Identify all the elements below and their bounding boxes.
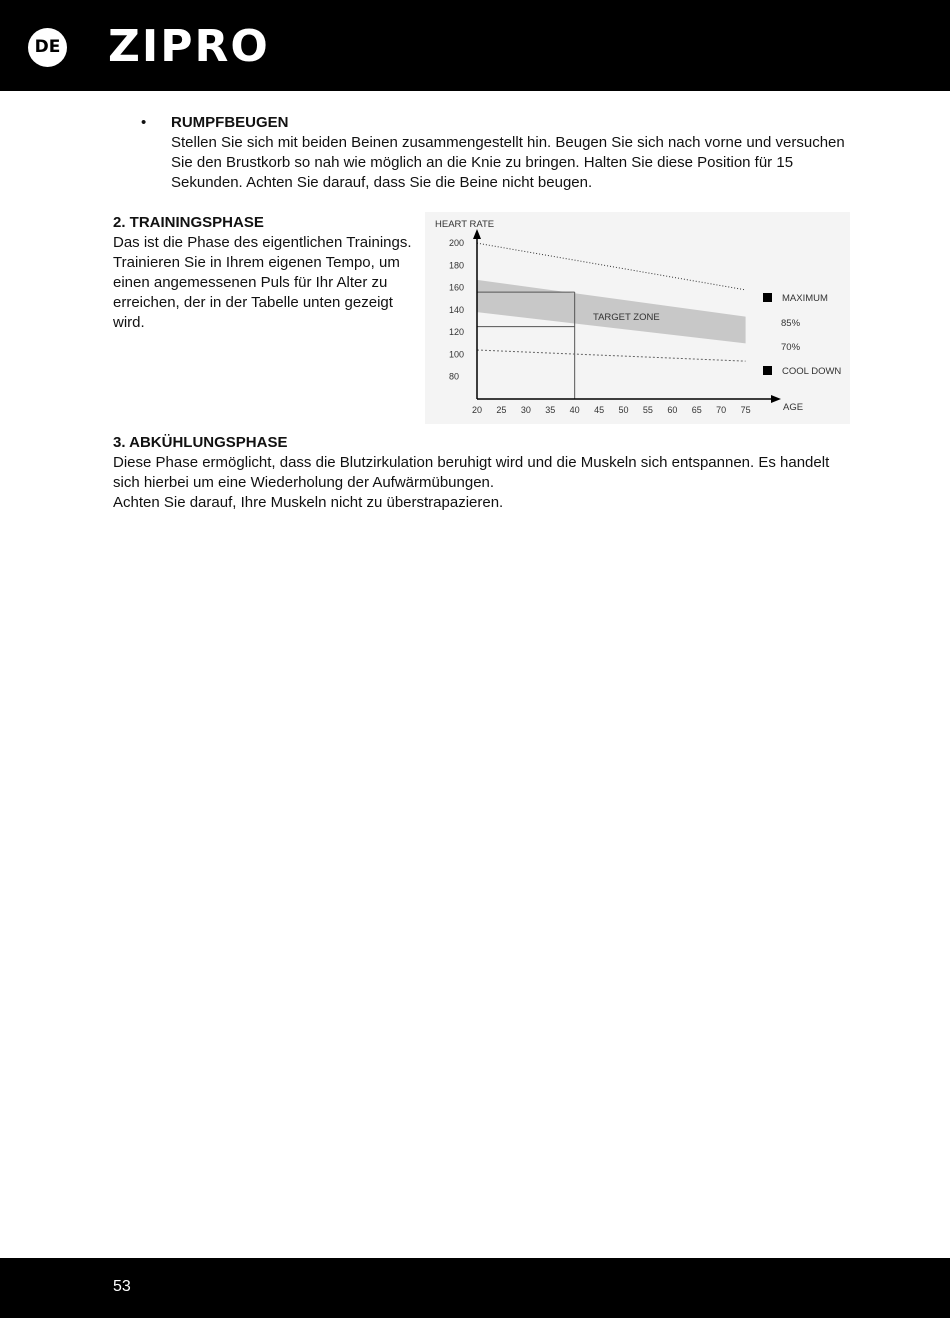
cool-down-marker-icon [763,366,772,375]
x-tick-label: 60 [667,405,678,415]
series-label-70: 70% [781,342,801,353]
y-tick-label: 160 [449,282,465,293]
abkuehlungsphase-title: 3. ABKÜHLUNGSPHASE [113,434,288,451]
y-tick-label: 120 [449,327,465,338]
x-tick-label: 20 [471,405,483,415]
page-footer [0,1258,950,1318]
trainingsphase-line: erreichen, der in der Tabelle unten gezeigt [113,294,393,311]
rumpfbeugen-section [171,113,851,193]
abkuehlungsphase-line: Diese Phase ermöglicht, dass die Blutzirkulation beruhigt wird und die Muskeln sich entspannen. Es handelt [113,454,830,471]
series-label-maximum: MAXIMUM [782,293,828,304]
page-number: 53 [113,1278,131,1295]
y-tick-label: 200 [449,238,465,249]
trainingsphase-line: wird. [113,314,145,331]
y-axis-label: HEART RATE [435,219,495,230]
rumpfbeugen-line: Sie den Brustkorb so nah wie möglich an die Knie zu bringen. Halten Sie diese Position für 15 [171,154,794,171]
trainingsphase-title: 2. TRAININGSPHASE [113,214,264,231]
trainingsphase-line: Trainieren Sie in Ihrem eigenen Tempo, um [113,254,400,271]
maximum-marker-icon [763,293,772,302]
y-tick-label: 140 [449,304,465,315]
trainingsphase-line: Das ist die Phase des eigentlichen Trainings. [113,234,412,251]
target-zone-label: TARGET ZONE [593,312,660,323]
x-tick-label: 75 [740,405,751,415]
x-tick-label: 40 [569,405,580,415]
x-axis-label: AGE [783,402,804,413]
trainingsphase-line: einen angemessenen Puls für Ihr Alter zu [113,274,388,291]
heart-rate-chart-svg [425,212,850,424]
abkuehlungsphase-section [113,433,853,513]
x-tick-label: 50 [618,405,629,415]
heart-rate-chart [425,212,850,424]
abkuehlungsphase-line: Achten Sie darauf, Ihre Muskeln nicht zu überstrapazieren. [113,494,504,511]
x-tick-label: 25 [496,405,507,415]
x-tick-label: 35 [545,405,556,415]
y-tick-label: 100 [449,349,465,360]
rumpfbeugen-line: Sekunden. Achten Sie darauf, dass Sie die Beine nicht beugen. [171,174,593,191]
y-tick-label: 80 [449,371,460,382]
abkuehlungsphase-line: sich hierbei um eine Wiederholung der Aufwärmübungen. [113,474,495,491]
series-label-cool-down: COOL DOWN [782,366,842,377]
page-header [0,0,950,91]
trainingsphase-section [113,213,413,333]
x-tick-label: 30 [520,405,531,415]
rumpfbeugen-line: Stellen Sie sich mit beiden Beinen zusammengestellt hin. Beugen Sie sich nach vorne und versuchen [171,134,845,151]
x-tick-label: 55 [642,405,653,415]
language-badge: DE [28,28,67,67]
x-tick-label: 70 [716,405,727,415]
bullet-icon: • [141,114,147,131]
y-tick-label: 180 [449,260,465,271]
x-tick-label: 65 [691,405,702,415]
brand-logo: ZIPRO [108,21,270,72]
series-label-85: 85% [781,318,801,329]
rumpfbeugen-title: RUMPFBEUGEN [171,114,289,131]
x-tick-label: 45 [594,405,605,415]
